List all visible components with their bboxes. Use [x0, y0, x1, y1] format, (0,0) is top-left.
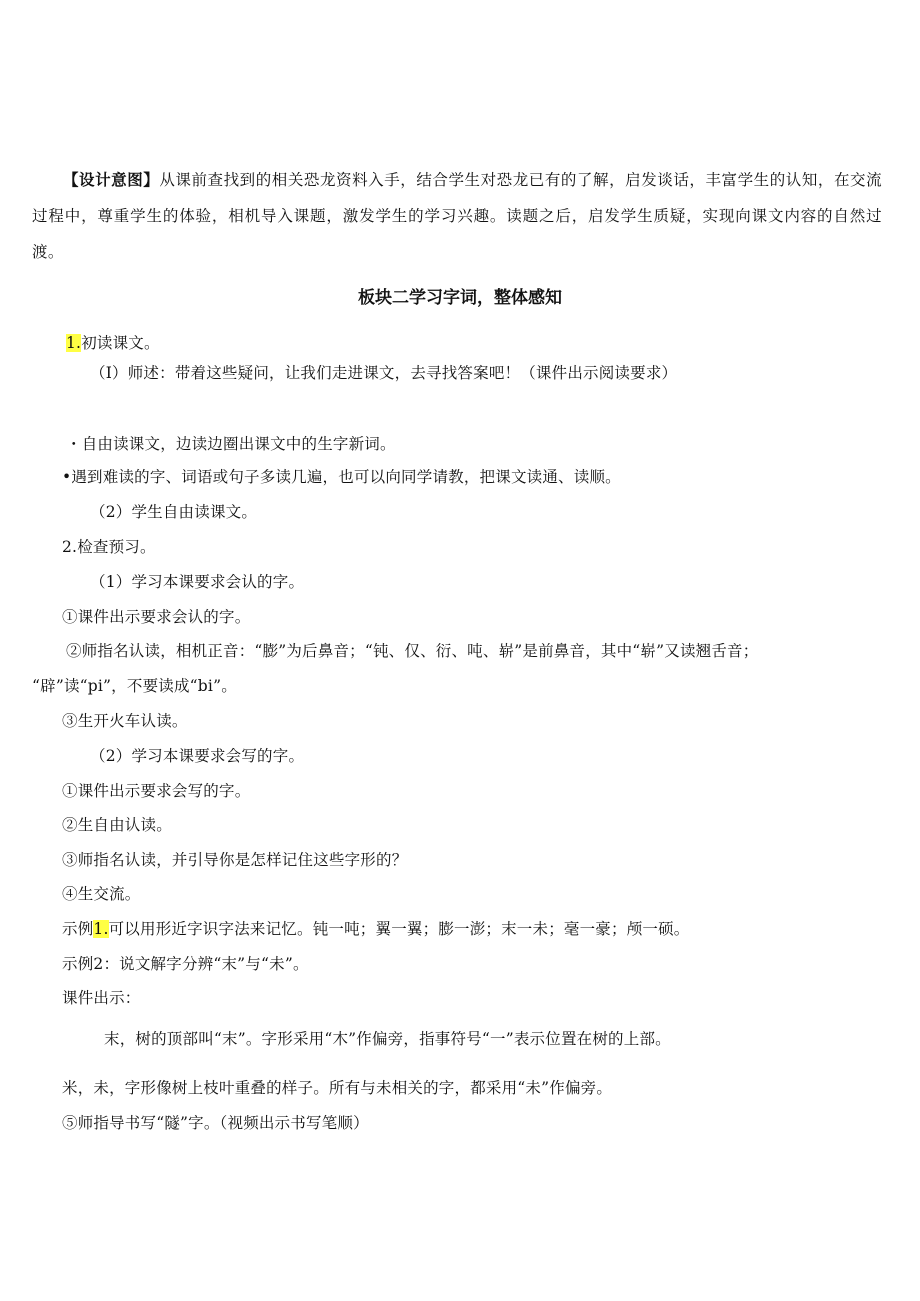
design-intent-paragraph [32, 162, 882, 270]
item-1-sub-1: （I）师述：带着这些疑问，让我们走进课文，去寻找答案吧！（课件出示阅读要求） [90, 364, 678, 382]
bullet-1: ・自由读课文，边读边圈出课文中的生字新词。 [66, 435, 396, 453]
explain-mo: 末，树的顶部叫“末”。字形采用“木”作偏旁，指事符号“一”表示位置在树的上部。 [104, 1030, 671, 1048]
item-1-sub-2: （2）学生自由读课文。 [90, 503, 258, 521]
write-step-1: ①课件出示要求会写的字。 [62, 782, 251, 800]
write-step-2: ②生自由认读。 [62, 816, 172, 834]
example-1-number-highlight: 1. [93, 920, 109, 938]
explain-wei: 米，未，字形像树上枝叶重叠的样子。所有与未相关的字，都采用“未”作偏旁。 [62, 1079, 613, 1097]
write-step-3: ③师指名认读，并引导你是怎样记住这些字形的？ [62, 851, 408, 869]
example-1-text: 可以用形近字识字法来记忆。钝一吨；翼一翼；膨一澎；末一未；毫一豪；颅一硕。 [108, 920, 690, 938]
design-intent-label: 【设计意图】 [63, 170, 160, 189]
write-step-4: ④生交流。 [62, 885, 141, 903]
bullet-2: •遇到难读的字、词语或句子多读几遍，也可以向同学请教，把课文读通、读顺。 [62, 468, 621, 486]
read-step-2-line-2: “辟”读“pi”，不要读成“bi”。 [32, 677, 237, 695]
read-step-2-line-1: ②师指名认读，相机正音：“膨”为后鼻音；“钝、仅、衍、吨、崭”是前鼻音，其中“崭”又读翘舌音； [66, 642, 759, 660]
example-1-prefix: 示例 [62, 920, 94, 938]
item-2-sub-2: （2）学习本课要求会写的字。 [90, 747, 305, 765]
item-2: 2.检查预习。 [62, 538, 156, 556]
design-intent-text: 从课前查找到的相关恐龙资料入手，结合学生对恐龙已有的了解，启发谈话，丰富学生的认知，在交流过程中，尊重学生的体验，相机导入课题，激发学生的学习兴趣。读题之后，启发学生质疑，实现向课文内容的自然过渡。 [32, 171, 882, 261]
item-1-text: 初读课文。 [81, 334, 160, 352]
example-2: 示例2：说文解字分辨“末”与“未”。 [62, 955, 309, 973]
example-1 [62, 918, 690, 940]
section-title: 板块二学习字词，整体感知 [358, 288, 562, 308]
write-step-5: ⑤师指导书写“隧”字。（视频出示书写笔顺） [62, 1114, 369, 1132]
item-1-number-highlight: 1. [66, 334, 82, 352]
read-step-1: ①课件出示要求会认的字。 [62, 608, 251, 626]
courseware-label: 课件出示： [62, 989, 141, 1007]
read-step-3: ③生开火车认读。 [62, 712, 188, 730]
item-1 [66, 332, 160, 354]
item-2-sub-1: （1）学习本课要求会认的字。 [90, 573, 305, 591]
